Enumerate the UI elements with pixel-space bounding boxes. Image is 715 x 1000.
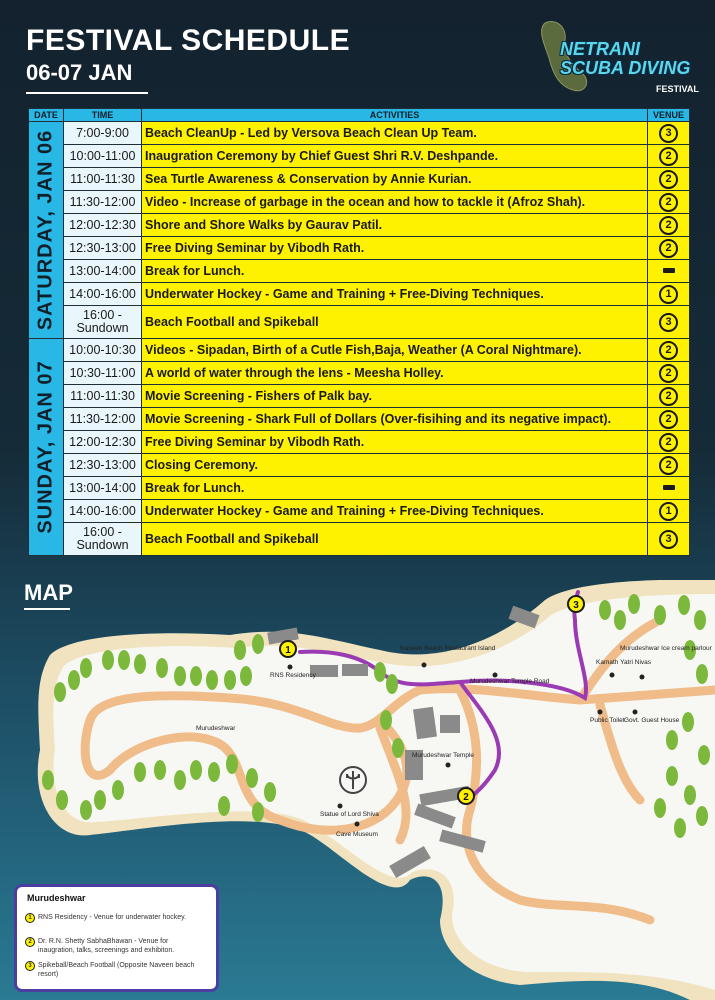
schedule-row	[29, 168, 690, 191]
label-murudeshwar: Murudeshwar	[196, 725, 236, 732]
time-cell: 10:30-11:00	[64, 362, 142, 385]
day-label: SUNDAY, JAN 07	[34, 360, 57, 534]
legend-badge-1: 1	[25, 913, 35, 923]
activity-cell: Underwater Hockey - Game and Training + Free-Diving Techniques.	[142, 283, 648, 306]
activity-cell: Beach CleanUp - Led by Versova Beach Clean Up Team.	[142, 122, 648, 145]
schedule-row	[29, 191, 690, 214]
venue-badge: 2	[659, 147, 678, 166]
schedule-row	[29, 362, 690, 385]
legend-text-1: RNS Residency - Venue for underwater hockey.	[38, 914, 187, 921]
legend-text-2: Dr. R.N. Shetty SabhaBhawan - Venue for inaugration, talks, screenings and exhibiton.	[38, 938, 175, 954]
schedule-row	[29, 500, 690, 523]
schedule-table	[28, 108, 690, 556]
time-cell: 14:00-16:00	[64, 283, 142, 306]
schedule-row	[29, 385, 690, 408]
activity-cell: Shore and Shore Walks by Gaurav Patil.	[142, 214, 648, 237]
header-time: TIME	[64, 109, 142, 122]
venue-cell	[648, 339, 690, 362]
schedule-row	[29, 237, 690, 260]
time-cell: 11:30-12:00	[64, 191, 142, 214]
label-guesthouse: Govt. Guest House	[624, 717, 680, 724]
label-cave: Cave Museum	[336, 831, 378, 838]
logo-line-3: FESTIVAL	[656, 84, 699, 94]
venue-badge: 2	[659, 410, 678, 429]
header-date: DATE	[29, 109, 64, 122]
time-cell: 16:00 - Sundown	[64, 523, 142, 556]
map-title: MAP	[24, 580, 73, 605]
day-cell	[29, 339, 64, 556]
schedule-row	[29, 523, 690, 556]
logo-line-1: NETRANI	[560, 39, 640, 59]
venue-cell	[648, 431, 690, 454]
venue-badge: 2	[659, 364, 678, 383]
venue-marker-2[interactable]	[458, 788, 474, 804]
venue-badge: 2	[659, 387, 678, 406]
activity-cell: Closing Ceremony.	[142, 454, 648, 477]
venue-marker-1-label: 1	[285, 645, 291, 656]
activity-cell: Free Diving Seminar by Vibodh Rath.	[142, 237, 648, 260]
schedule-row	[29, 306, 690, 339]
legend-item-2	[25, 937, 205, 955]
time-cell: 12:30-13:00	[64, 454, 142, 477]
venue-badge: 2	[659, 216, 678, 235]
header-activities: ACTIVITIES	[142, 109, 648, 122]
venue-cell	[648, 191, 690, 214]
venue-cell	[648, 477, 690, 500]
label-rns: RNS Residency	[270, 672, 316, 679]
label-icecream: Murudeshwar Ice cream parlour	[620, 645, 712, 652]
schedule-row	[29, 122, 690, 145]
activity-cell: Break for Lunch.	[142, 260, 648, 283]
activity-cell: Video - Increase of garbage in the ocean and how to tackle it (Afroz Shah).	[142, 191, 648, 214]
venue-cell	[648, 260, 690, 283]
time-cell: 10:00-11:00	[64, 145, 142, 168]
schedule-row	[29, 260, 690, 283]
venue-cell	[648, 168, 690, 191]
venue-badge: 3	[659, 124, 678, 143]
title-underline	[26, 92, 148, 94]
time-cell: 11:00-11:30	[64, 168, 142, 191]
venue-cell	[648, 283, 690, 306]
time-cell: 11:00-11:30	[64, 385, 142, 408]
time-cell: 7:00-9:00	[64, 122, 142, 145]
activity-cell: Videos - Sipadan, Birth of a Cutle Fish,Baja, Weather (A Coral Nightmare).	[142, 339, 648, 362]
schedule-row	[29, 214, 690, 237]
venue-cell	[648, 362, 690, 385]
activity-cell: Free Diving Seminar by Vibodh Rath.	[142, 431, 648, 454]
schedule-row	[29, 339, 690, 362]
venue-cell	[648, 500, 690, 523]
venue-cell	[648, 306, 690, 339]
venue-cell	[648, 523, 690, 556]
activity-cell: Beach Football and Spikeball	[142, 523, 648, 556]
label-temple: Murudeshwar Temple	[412, 752, 475, 759]
activity-cell: Movie Screening - Shark Full of Dollars (Over-fisihing and its negative impact).	[142, 408, 648, 431]
header-venue: VENUE	[648, 109, 690, 122]
venue-cell	[648, 454, 690, 477]
venue-cell	[648, 408, 690, 431]
legend-title: Murudeshwar	[27, 893, 86, 903]
schedule-row	[29, 477, 690, 500]
logo-text	[560, 40, 690, 78]
label-naveen: Naveen Beach Restaurant Island	[400, 645, 496, 652]
page-title: FESTIVAL SCHEDULE	[26, 24, 351, 57]
no-venue-dash-icon	[663, 268, 675, 273]
activity-cell: Break for Lunch.	[142, 477, 648, 500]
venue-badge: 2	[659, 193, 678, 212]
schedule-row	[29, 145, 690, 168]
time-cell: 11:30-12:00	[64, 408, 142, 431]
page-dates: 06-07 JAN	[26, 60, 133, 85]
label-toilet: Public Toilet	[590, 717, 625, 724]
venue-badge: 1	[659, 285, 678, 304]
legend-text-3: Spikeball/Beach Football (Opposite Naveen beach resort)	[38, 962, 195, 978]
legend-item-1	[25, 913, 205, 923]
time-cell: 13:00-14:00	[64, 260, 142, 283]
venue-badge: 2	[659, 456, 678, 475]
time-cell: 10:00-10:30	[64, 339, 142, 362]
schedule-row	[29, 454, 690, 477]
activity-cell: Beach Football and Spikeball	[142, 306, 648, 339]
label-kamath: Kamath Yatri Nivas	[596, 659, 652, 666]
day-cell	[29, 122, 64, 339]
venue-marker-3-label: 3	[573, 600, 579, 611]
activity-cell: Underwater Hockey - Game and Training + Free-Diving Techniques.	[142, 500, 648, 523]
schedule-row	[29, 283, 690, 306]
legend-badge-3: 3	[25, 961, 35, 971]
logo-line-2: SCUBA DIVING	[560, 58, 691, 78]
venue-badge: 3	[659, 313, 678, 332]
venue-cell	[648, 237, 690, 260]
venue-badge: 2	[659, 433, 678, 452]
venue-marker-1[interactable]	[280, 641, 296, 657]
label-statue: Statue of Lord Shiva	[320, 811, 379, 818]
time-cell: 16:00 - Sundown	[64, 306, 142, 339]
activity-cell: Inaugration Ceremony by Chief Guest Shri R.V. Deshpande.	[142, 145, 648, 168]
venue-cell	[648, 385, 690, 408]
schedule-row	[29, 408, 690, 431]
activity-cell: Movie Screening - Fishers of Palk bay.	[142, 385, 648, 408]
venue-badge: 2	[659, 170, 678, 189]
time-cell: 13:00-14:00	[64, 477, 142, 500]
venue-marker-2-label: 2	[463, 792, 469, 803]
time-cell: 12:30-13:00	[64, 237, 142, 260]
venue-cell	[648, 122, 690, 145]
time-cell: 14:00-16:00	[64, 500, 142, 523]
venue-marker-3[interactable]	[568, 596, 584, 612]
venue-badge: 2	[659, 341, 678, 360]
time-cell: 12:00-12:30	[64, 214, 142, 237]
legend-item-3	[25, 961, 205, 979]
venue-cell	[648, 214, 690, 237]
venue-badge: 3	[659, 530, 678, 549]
schedule-row	[29, 431, 690, 454]
venue-badge: 2	[659, 239, 678, 258]
legend-badge-2: 2	[25, 937, 35, 947]
day-label: SATURDAY, JAN 06	[34, 129, 57, 331]
venue-cell	[648, 145, 690, 168]
no-venue-dash-icon	[663, 485, 675, 490]
label-temple-road: Murudeshwar Temple Road	[470, 678, 550, 685]
map-legend	[14, 884, 219, 992]
activity-cell: Sea Turtle Awareness & Conservation by Annie Kurian.	[142, 168, 648, 191]
activity-cell: A world of water through the lens - Meesha Holley.	[142, 362, 648, 385]
venue-badge: 1	[659, 502, 678, 521]
time-cell: 12:00-12:30	[64, 431, 142, 454]
